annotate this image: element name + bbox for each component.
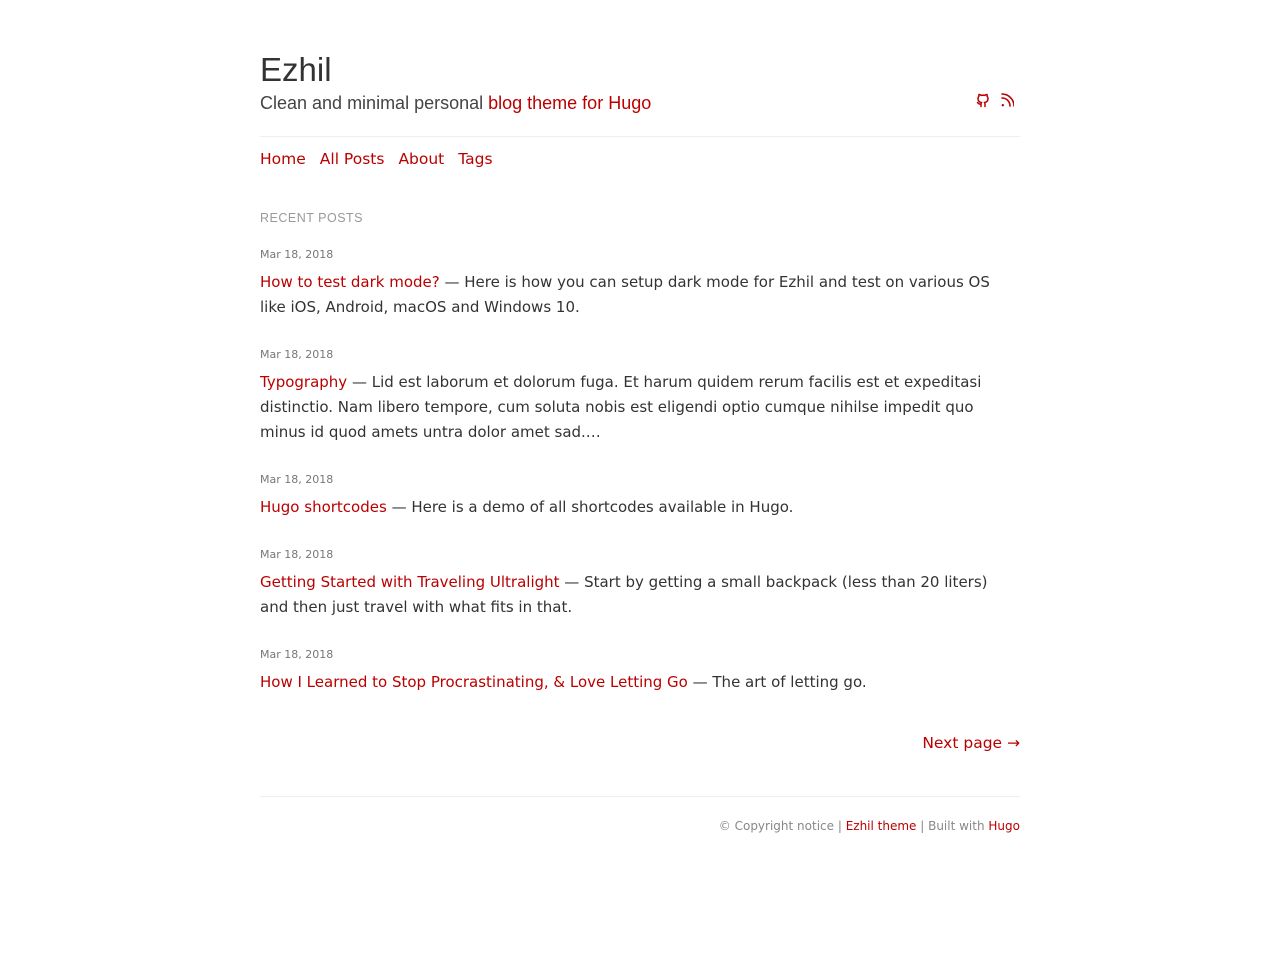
site-tagline: [260, 91, 651, 115]
recent-posts-heading: RECENT POSTS: [260, 211, 364, 225]
post-title-link[interactable]: How to test dark mode?: [260, 273, 440, 291]
nav-home[interactable]: Home: [260, 150, 306, 168]
post-date: Mar 18, 2018: [260, 348, 334, 361]
post-summary: — Here is how you can setup dark mode for Ezhil and test on various OS like iOS, Android, macOS and Windows 10.: [260, 273, 990, 316]
nav-about[interactable]: About: [398, 150, 445, 168]
site-footer: [719, 818, 1020, 834]
post-body: [260, 670, 1020, 695]
post-body: [260, 370, 1020, 445]
social-links: [976, 92, 1014, 108]
copyright-text: © Copyright notice |: [718, 819, 846, 833]
rss-link[interactable]: [1000, 92, 1014, 108]
post-date: Mar 18, 2018: [260, 473, 334, 486]
site-title[interactable]: Ezhil: [260, 51, 332, 88]
site-header: [260, 0, 1020, 137]
post-item: [260, 472, 1020, 520]
post-title-link[interactable]: Typography: [260, 373, 348, 391]
tagline-accent: blog theme for Hugo: [488, 93, 652, 113]
post-date: Mar 18, 2018: [260, 548, 334, 561]
ezhil-theme-link[interactable]: Ezhil theme: [845, 819, 917, 833]
main-nav: [260, 148, 493, 170]
post-body: [260, 495, 1020, 520]
post-item: [260, 547, 1020, 620]
post-summary: — Lid est laborum et dolorum fuga. Et harum quidem rerum facilis est et expeditasi distinctio. Nam libero tempore, cum soluta nobis est eligendi optio cumque nihilse impedit quo minus id quod amets untra dolor amet sad.…: [260, 373, 982, 441]
github-link[interactable]: [976, 92, 990, 108]
next-page-link[interactable]: Next page →: [922, 734, 1020, 752]
post-list: [260, 247, 1020, 722]
nav-tags[interactable]: Tags: [458, 150, 493, 168]
post-item: [260, 647, 1020, 695]
footer-divider: [260, 796, 1020, 797]
tagline-plain: Clean and minimal personal: [260, 93, 489, 113]
post-body: [260, 570, 1020, 620]
post-title-link[interactable]: Getting Started with Traveling Ultralight: [260, 573, 560, 591]
post-title-link[interactable]: Hugo shortcodes: [260, 498, 387, 516]
post-body: [260, 270, 1020, 320]
post-title-link[interactable]: How I Learned to Stop Procrastinating, & Love Letting Go: [260, 673, 688, 691]
built-with-text: | Built with: [916, 819, 989, 833]
post-date: Mar 18, 2018: [260, 248, 334, 261]
post-item: [260, 347, 1020, 445]
post-summary: — The art of letting go.: [687, 673, 867, 691]
post-date: Mar 18, 2018: [260, 648, 334, 661]
post-summary: — Start by getting a small backpack (less than 20 liters) and then just travel with what fits in that.: [260, 573, 988, 616]
page-container: [260, 0, 1020, 833]
github-icon: [976, 92, 990, 108]
post-summary: — Here is a demo of all shortcodes available in Hugo.: [386, 498, 794, 516]
nav-all-posts[interactable]: All Posts: [319, 150, 385, 168]
hugo-link[interactable]: Hugo: [988, 819, 1020, 833]
rss-icon: [1000, 92, 1014, 108]
post-item: [260, 247, 1020, 320]
